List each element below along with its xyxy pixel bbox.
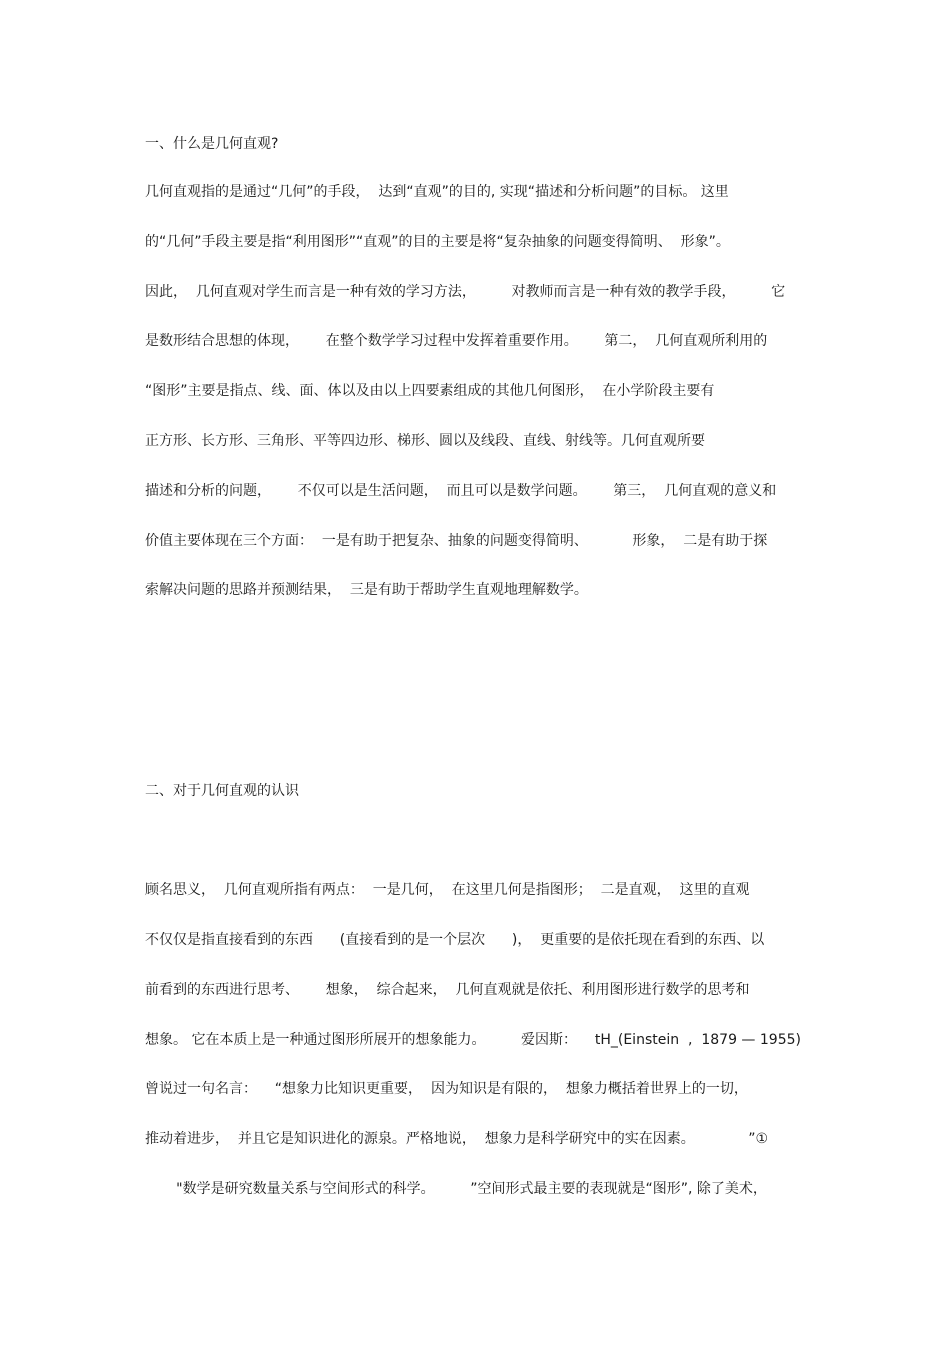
paragraph-line: 价值主要体现在三个方面： 一是有助于把复杂、抽象的问题变得简明、 形象， 二是有助于探 bbox=[145, 533, 768, 549]
section-heading-1: 一、什么是几何直观? bbox=[145, 136, 279, 152]
paragraph-line: 推动着进步， 并且它是知识进化的源泉。严格地说， 想象力是科学研究中的实在因素。 ”① bbox=[145, 1131, 769, 1147]
paragraph-line: 不仅仅是指直接看到的东西 (直接看到的是一个层次 )， 更重要的是依托现在看到的东西、以 bbox=[145, 932, 765, 948]
paragraph-line: 正方形、长方形、三角形、平等四边形、梯形、圆以及线段、直线、射线等。几何直观所要 bbox=[145, 433, 705, 449]
paragraph-line: 是数形结合思想的体现， 在整个数学学习过程中发挥着重要作用。 第二， 几何直观所利用的 bbox=[145, 333, 768, 349]
paragraph-line: “图形”主要是指点、线、面、体以及由以上四要素组成的其他几何图形， 在小学阶段主要有 bbox=[145, 383, 715, 399]
paragraph-line: 几何直观指的是通过“几何”的手段， 达到“直观”的目的, 实现“描述和分析问题”的目标。 这里 bbox=[145, 184, 729, 200]
paragraph-line: 想象。 它在本质上是一种通过图形所展开的想象能力。 爱因斯： tH_(Einstein , 1879 — 1955) bbox=[145, 1032, 801, 1048]
paragraph-line: "数学是研究数量关系与空间形式的科学。 ”空间形式最主要的表现就是“图形”, 除了美术， bbox=[145, 1181, 767, 1197]
paragraph-line: 描述和分析的问题， 不仅可以是生活问题， 而且可以是数学问题。 第三， 几何直观的意义和 bbox=[145, 483, 777, 499]
paragraph-line: 前看到的东西进行思考、 想象， 综合起来， 几何直观就是依托、利用图形进行数学的思考和 bbox=[145, 982, 750, 998]
section-heading-2: 二、对于几何直观的认识 bbox=[145, 783, 299, 799]
paragraph-line: 因此， 几何直观对学生而言是一种有效的学习方法， 对教师而言是一种有效的教学手段， 它 bbox=[145, 284, 786, 300]
paragraph-line: 的“几何”手段主要是指“利用图形”“直观”的目的主要是将“复杂抽象的问题变得简明、 形象”。 bbox=[145, 234, 730, 250]
paragraph-line: 索解决问题的思路并预测结果， 三是有助于帮助学生直观地理解数学。 bbox=[145, 582, 588, 598]
paragraph-line: 曾说过一句名言： “想象力比知识更重要， 因为知识是有限的， 想象力概括着世界上的一切， bbox=[145, 1081, 748, 1097]
paragraph-line: 顾名思义， 几何直观所指有两点： 一是几何， 在这里几何是指图形； 二是直观， 这里的直观 bbox=[145, 882, 750, 898]
